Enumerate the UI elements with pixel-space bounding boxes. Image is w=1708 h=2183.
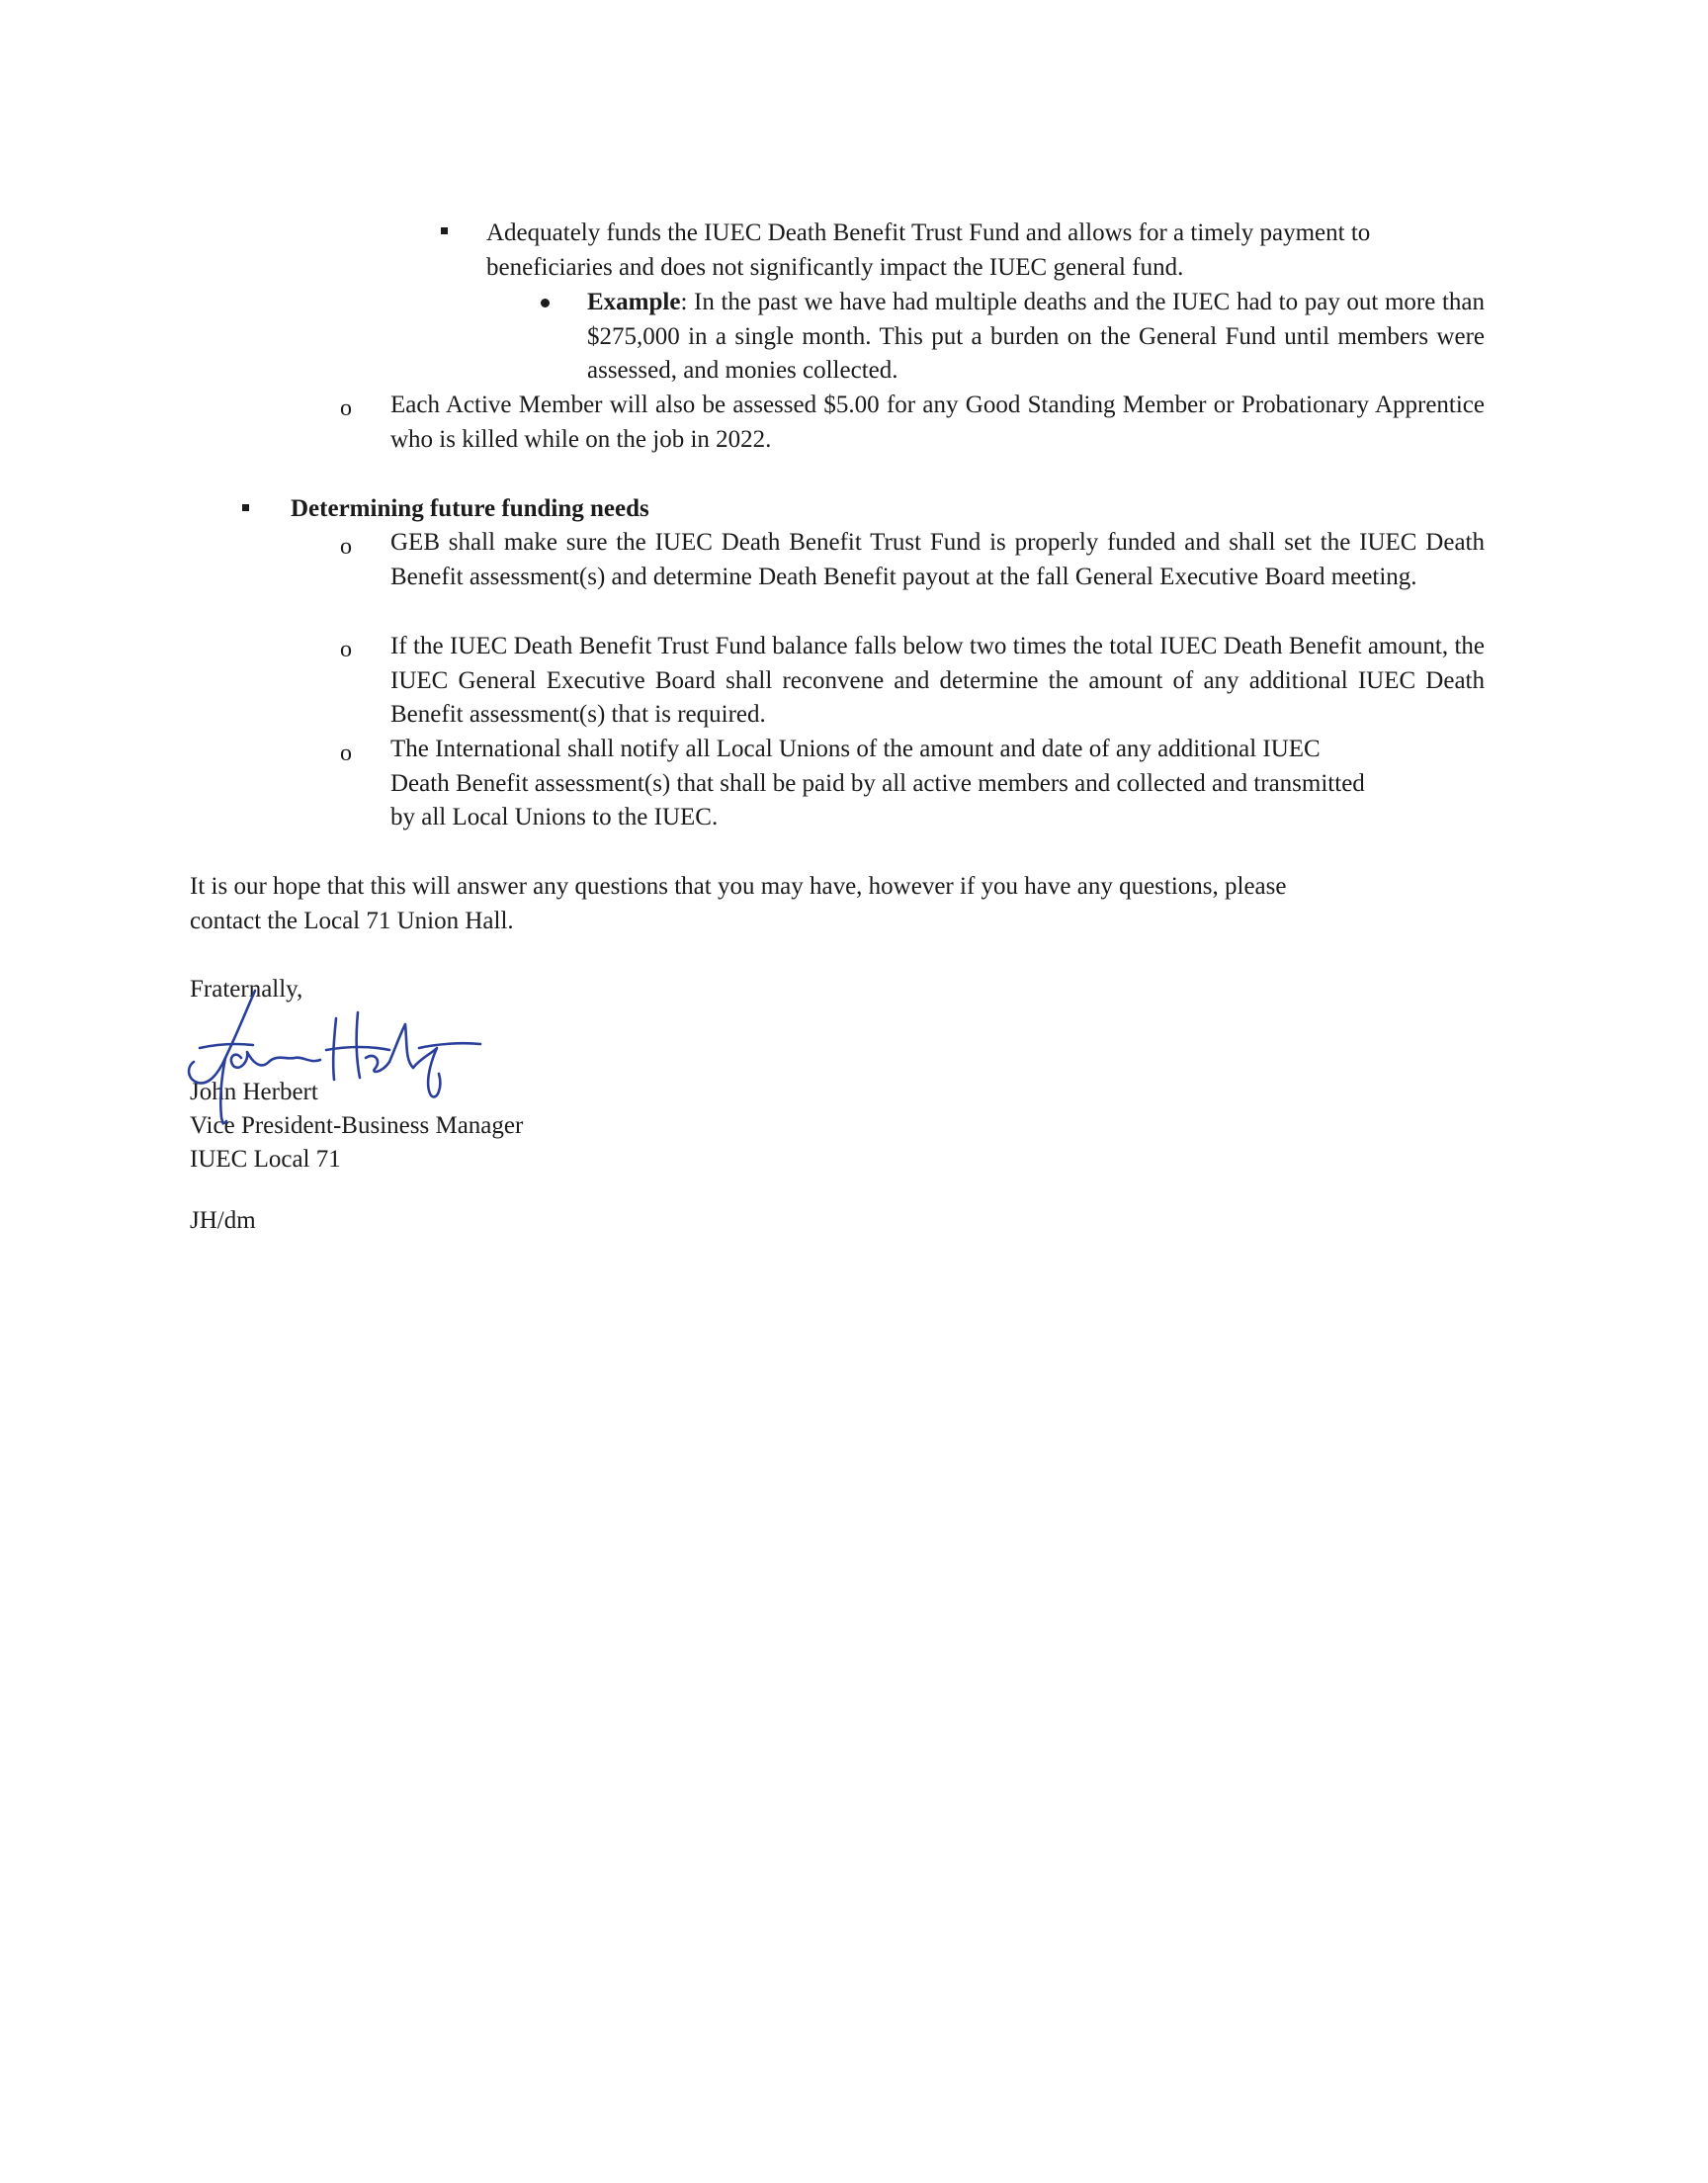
example-label: Example (587, 289, 681, 315)
geb-text: GEB shall make sure the IUEC Death Benefit Trust Fund is properly funded and shall set the IUEC Death Benefit assessment(s) and determine Death Benefit payout at the fall General Executive Board meeting. (390, 529, 1485, 590)
notify-line-1: The International shall notify all Local Unions of the amount and date of any additional IUEC (390, 736, 1321, 762)
closing-line-2: contact the Local 71 Union Hall. (190, 907, 514, 934)
circle-bullet-icon: o (340, 395, 352, 421)
section-heading: Determining future funding needs (291, 495, 649, 522)
notify-item (390, 733, 1497, 835)
dot-bullet-icon (541, 299, 550, 307)
notify-line-2: Death Benefit assessment(s) that shall be paid by all active members and collected and transmitted (390, 769, 1365, 797)
signer-name: John Herbert (190, 1079, 318, 1105)
closing-line-1: It is our hope that this will answer any questions that you may have, however if you have any questions, please (190, 873, 1287, 900)
adequately-funds-item (486, 217, 1485, 285)
active-member-text: Each Active Member will also be assessed $5.00 for any Good Standing Member or Probationary Apprentice who is killed while on the job in 2022. (390, 392, 1485, 453)
example-text: : In the past we have had multiple deaths and the IUEC had to pay out more than $275,000 in a single month. This put a burden on the General Fund until members were assessed, and monies collected. (587, 289, 1485, 384)
square-bullet-icon (441, 227, 448, 234)
balance-item (390, 630, 1485, 733)
handwritten-signature (178, 989, 484, 1127)
adequately-funds-text: Adequately funds the IUEC Death Benefit Trust Fund and allows for a timely payment to beneficiaries and does not significantly impact the IUEC general fund. (486, 219, 1371, 281)
section-heading-item (291, 492, 649, 527)
closing-paragraph (190, 870, 1534, 938)
salutation: Fraternally, (190, 976, 303, 1003)
geb-item (390, 526, 1485, 594)
typist-initials: JH/dm (190, 1207, 256, 1234)
signer-title: Vice President-Business Manager (190, 1112, 524, 1139)
signer-org: IUEC Local 71 (190, 1146, 341, 1173)
circle-bullet-icon: o (340, 534, 352, 560)
notify-line-3: by all Local Unions to the IUEC. (390, 804, 719, 830)
circle-bullet-icon: o (340, 637, 352, 662)
active-member-item (390, 389, 1485, 457)
circle-bullet-icon: o (340, 741, 352, 766)
balance-text: If the IUEC Death Benefit Trust Fund balance falls below two times the total IUEC Death Benefit amount, the IUEC General Executive Board shall reconvene and determine the amount of any additional IUEC Death Benefit assessment(s) that is required. (390, 633, 1485, 728)
square-bullet-icon (242, 504, 249, 511)
example-item (587, 286, 1485, 389)
